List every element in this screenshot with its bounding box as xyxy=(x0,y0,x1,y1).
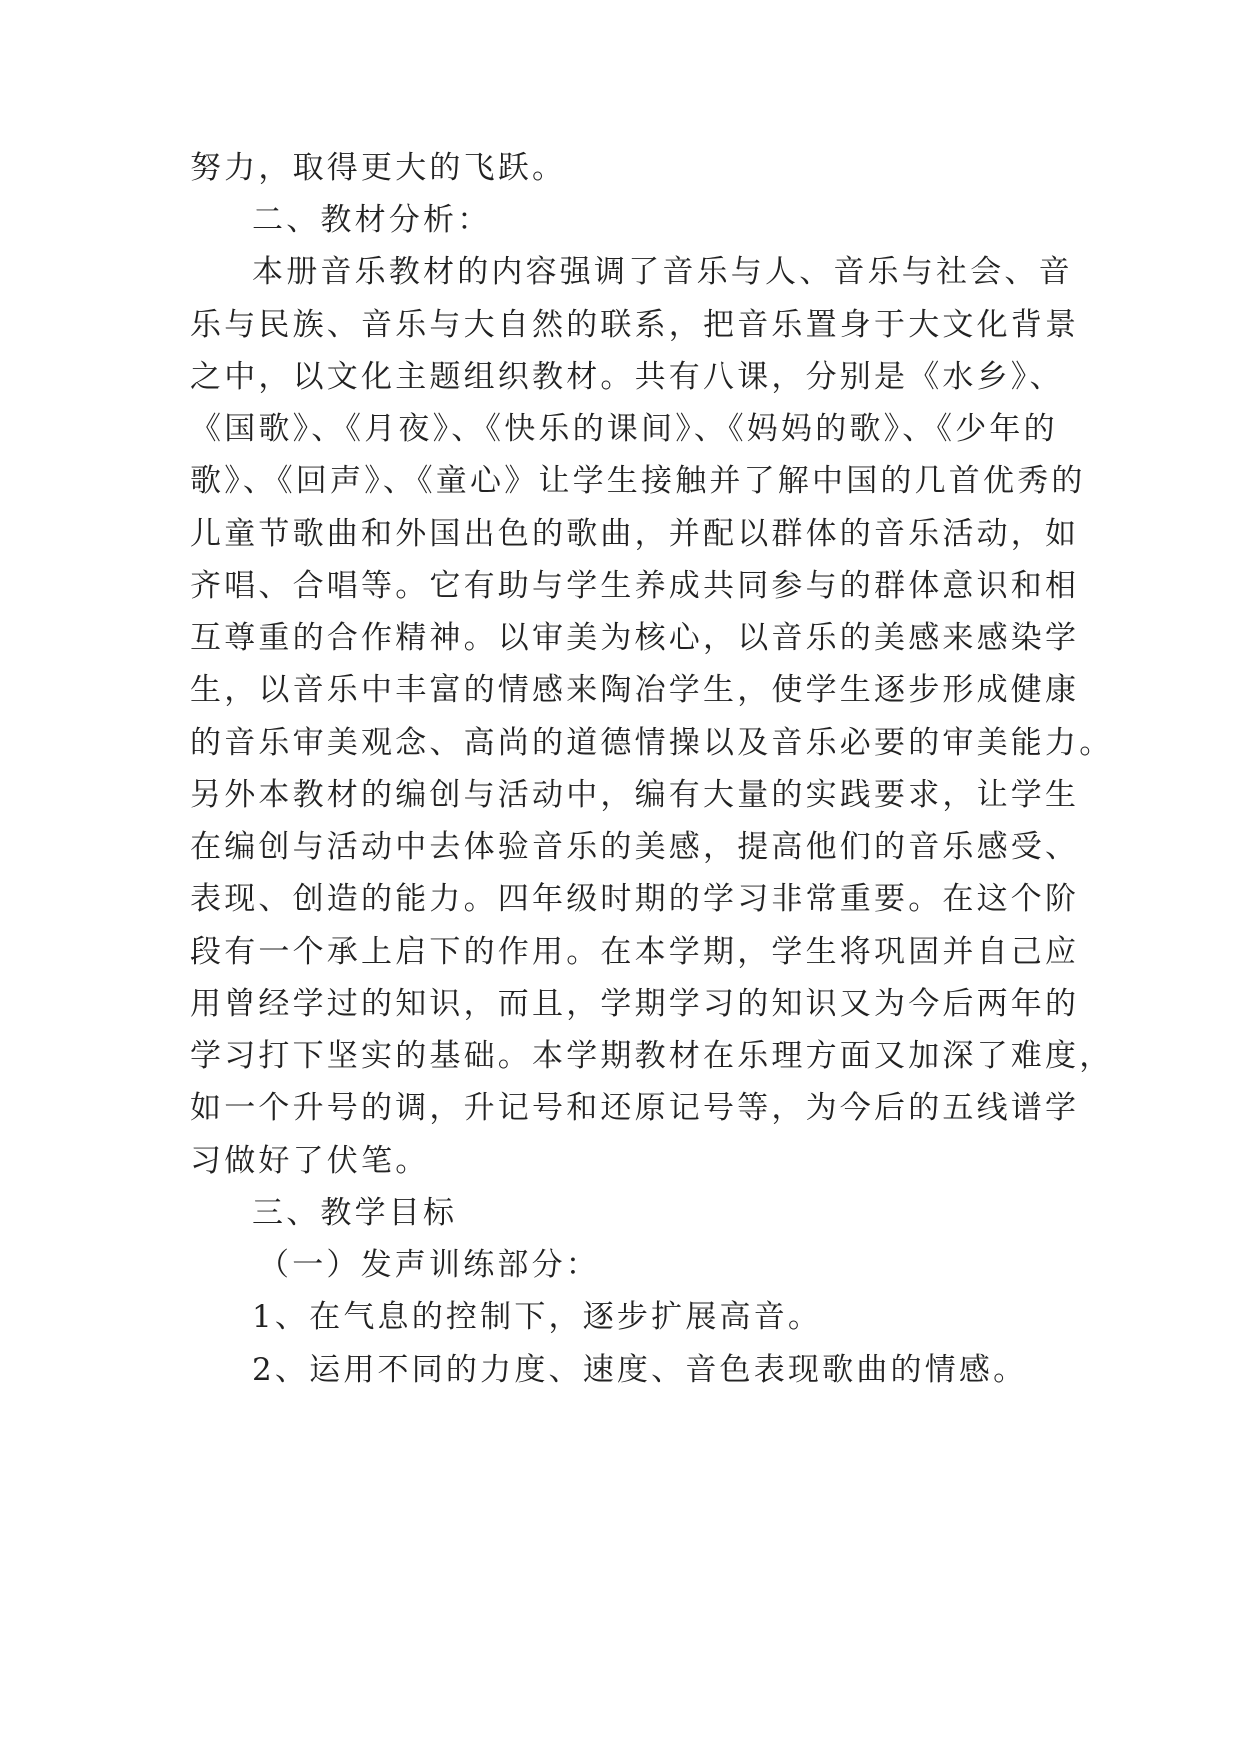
subsection-heading: （一）发声训练部分： xyxy=(258,1247,600,1283)
paragraph-line: 习做好了伏笔。 xyxy=(190,1143,430,1179)
paragraph-line: 之中，以文化主题组织教材。共有八课，分别是《水乡》、 xyxy=(190,359,1064,395)
paragraph-line: 表现、创造的能力。四年级时期的学习非常重要。在这个阶 xyxy=(190,881,1080,917)
section-heading: 二、教材分析： xyxy=(252,202,492,238)
paragraph-line: 《国歌》、《月夜》、《快乐的课间》、《妈妈的歌》、《少年的 xyxy=(190,411,1058,447)
paragraph-line: 儿童节歌曲和外国出色的歌曲，并配以群体的音乐活动，如 xyxy=(190,516,1080,552)
paragraph-line: 乐与民族、音乐与大自然的联系，把音乐置身于大文化背景 xyxy=(190,307,1080,343)
section-heading: 三、教学目标 xyxy=(252,1195,458,1231)
list-item: 2、运用不同的力度、速度、音色表现歌曲的情感。 xyxy=(252,1352,1028,1388)
paragraph-line: 歌》、《回声》、《童心》让学生接触并了解中国的几首优秀的 xyxy=(190,463,1086,499)
paragraph-line: 本册音乐教材的内容强调了音乐与人、音乐与社会、音 xyxy=(252,254,1073,290)
paragraph-line: 学习打下坚实的基础。本学期教材在乐理方面又加深了难度， xyxy=(190,1038,1114,1074)
paragraph-line: 如一个升号的调，升记号和还原记号等，为今后的五线谱学 xyxy=(190,1090,1080,1126)
paragraph-line: 另外本教材的编创与活动中，编有大量的实践要求，让学生 xyxy=(190,777,1080,813)
paragraph-line: 互尊重的合作精神。以审美为核心，以音乐的美感来感染学 xyxy=(190,620,1080,656)
paragraph-line: 努力，取得更大的飞跃。 xyxy=(190,150,567,186)
paragraph-line: 段有一个承上启下的作用。在本学期，学生将巩固并自己应 xyxy=(190,934,1080,970)
paragraph-line: 的音乐审美观念、高尚的道德情操以及音乐必要的审美能力。 xyxy=(190,725,1114,761)
paragraph-line: 齐唱、合唱等。它有助与学生养成共同参与的群体意识和相 xyxy=(190,568,1080,604)
paragraph-line: 用曾经学过的知识，而且，学期学习的知识又为今后两年的 xyxy=(190,986,1080,1022)
paragraph-line: 在编创与活动中去体验音乐的美感，提高他们的音乐感受、 xyxy=(190,829,1080,865)
paragraph-line: 生，以音乐中丰富的情感来陶冶学生，使学生逐步形成健康 xyxy=(190,672,1080,708)
list-item: 1、在气息的控制下，逐步扩展高音。 xyxy=(252,1299,823,1335)
